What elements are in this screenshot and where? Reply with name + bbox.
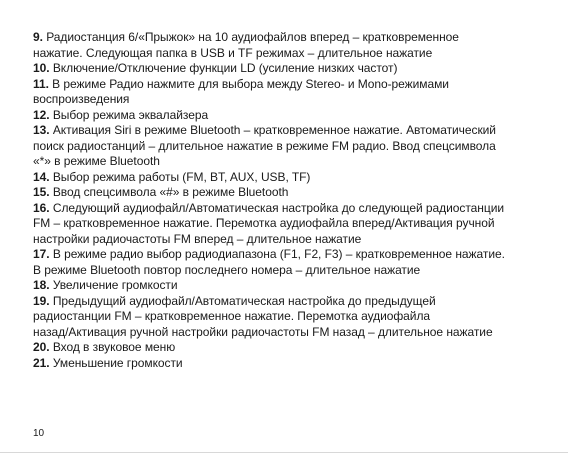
item-text: В режиме радио выбор радиодиапазона (F1, F2, F3) – кратковременное нажатие. В режиме Bluetooth повтор последнего номера – длительное нажатие xyxy=(33,247,505,277)
item-number: 16. xyxy=(33,200,50,215)
item-text: Активация Siri в режиме Bluetooth – кратковременное нажатие. Автоматический поиск радиостанций – длительное нажатие в режиме FM радио. Ввод спецсимвола «*» в режиме Bluetooth xyxy=(33,123,496,168)
item-number: 12. xyxy=(33,107,50,122)
item-text: Увеличение громкости xyxy=(49,278,178,292)
item-number: 17. xyxy=(33,247,50,261)
list-item xyxy=(33,247,543,278)
item-number: 13. xyxy=(33,123,50,137)
list-item xyxy=(33,278,543,294)
item-number: 19. xyxy=(33,293,50,308)
item-text: Радиостанция 6/«Прыжок» на 10 аудиофайлов вперед – кратковременное нажатие. Следующая папка в USB и TF режимах – длительное нажатие xyxy=(33,30,459,60)
item-number: 21. xyxy=(33,355,50,370)
list-item xyxy=(33,123,543,170)
item-number: 9. xyxy=(33,30,43,44)
list-item xyxy=(33,340,543,356)
list-item xyxy=(33,185,543,201)
item-text: Следующий аудиофайл/Автоматическая настройка до следующей радиостанции FM – кратковременное нажатие. Перемотка аудиофайла вперед/Активация ручной настройки радиочастоты FM вперед – длительное нажатие xyxy=(33,200,504,246)
item-number: 20. xyxy=(33,340,50,354)
list-item xyxy=(33,201,543,248)
item-number: 18. xyxy=(33,278,50,292)
item-text: Выбор режима работы (FM, BT, AUX, USB, TF) xyxy=(49,169,311,184)
item-text: Вход в звуковое меню xyxy=(49,340,176,354)
page-number: 10 xyxy=(33,428,45,439)
list-item xyxy=(33,294,543,341)
list-item xyxy=(33,77,543,108)
item-number: 15. xyxy=(33,185,50,199)
item-number: 10. xyxy=(33,61,50,75)
item-text: Предыдущий аудиофайл/Автоматическая настройка до предыдущей радиостанции FM – кратковременное нажатие. Перемотка аудиофайла назад/Активация ручной настройки радиочастоты FM назад – длительное нажатие xyxy=(33,293,493,339)
item-number: 11. xyxy=(33,76,49,91)
item-text: Ввод спецсимвола «#» в режиме Bluetooth xyxy=(49,185,289,199)
page-bottom-divider xyxy=(0,452,568,453)
list-item xyxy=(33,170,543,186)
list-item xyxy=(33,356,543,372)
item-text: В режиме Радио нажмите для выбора между Stereo- и Mono-режимами воспроизведения xyxy=(33,76,449,106)
list-item xyxy=(33,30,543,61)
list-item xyxy=(33,108,543,124)
instruction-list xyxy=(33,30,543,371)
item-text: Выбор режима эквалайзера xyxy=(49,107,209,122)
list-item xyxy=(33,61,543,77)
item-text: Включение/Отключение функции LD (усиление низких частот) xyxy=(49,61,398,75)
item-number: 14. xyxy=(33,169,50,184)
item-text: Уменьшение громкости xyxy=(49,355,183,370)
